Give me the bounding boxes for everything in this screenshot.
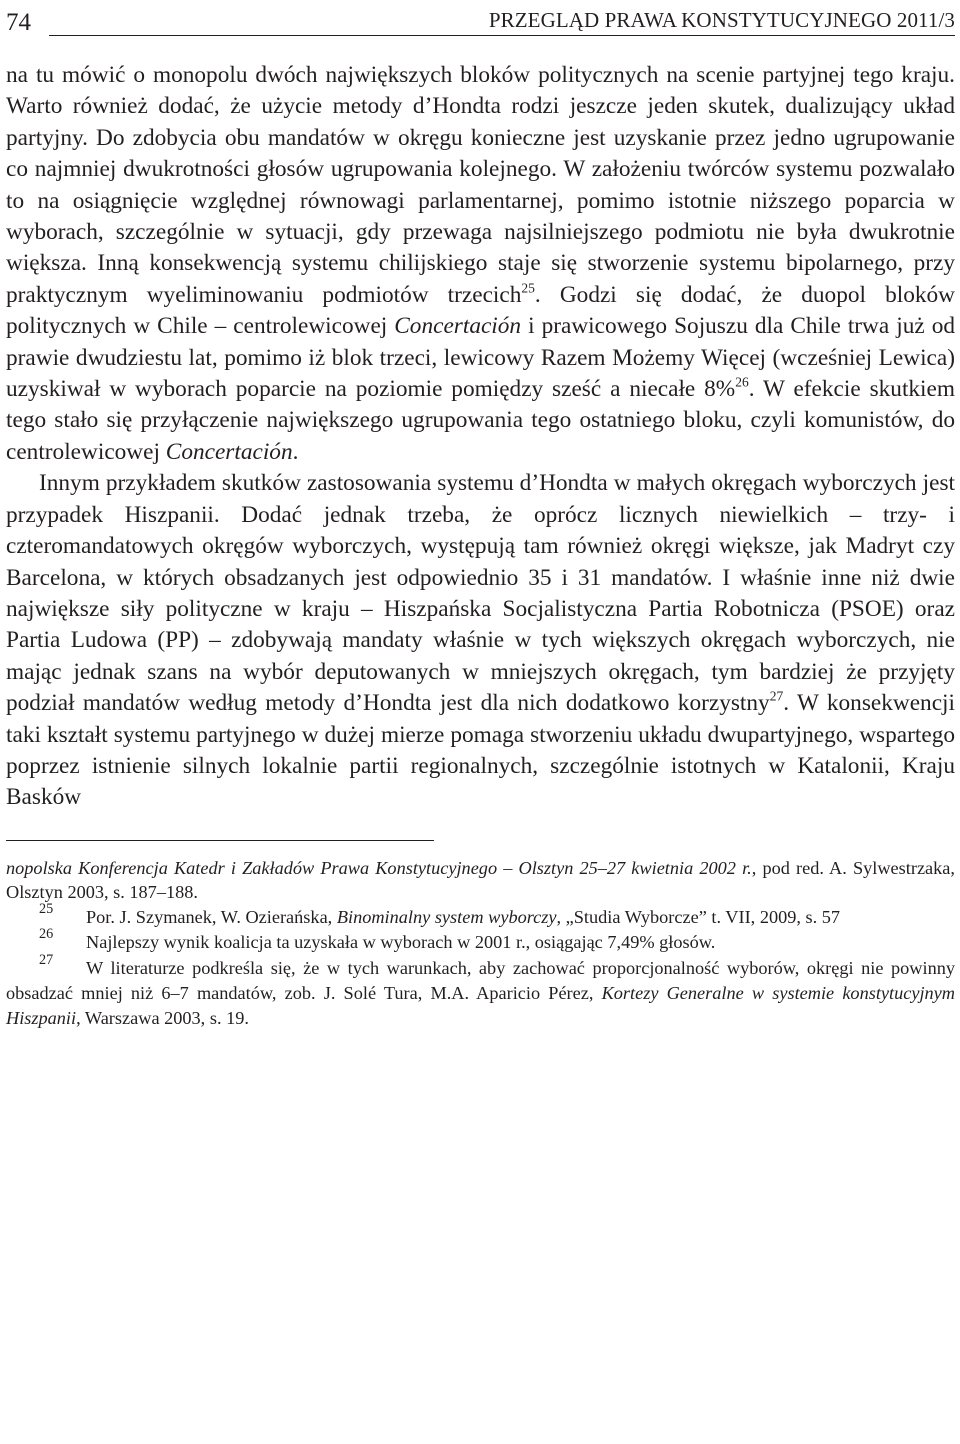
text-run: Najlepszy wynik koalicja ta uzyskała w wyborach w 2001 r., osiągając 7,49% głosów. — [86, 932, 716, 953]
page-number: 74 — [6, 9, 31, 36]
footnote-number-text: 25 — [39, 900, 54, 917]
text-run: , Warszawa 2003, s. 19. — [76, 1007, 249, 1028]
footnote-number — [39, 951, 86, 982]
footnote-ref[interactable]: 25 — [521, 280, 535, 296]
main-text — [6, 60, 955, 814]
footnotes — [6, 856, 955, 1031]
text-run: Por. J. Szymanek, W. Ozierańska, — [86, 906, 337, 927]
footnote-divider — [6, 840, 434, 841]
italic-title: Binominalny system wyborczy — [336, 906, 557, 927]
footnote-27 — [6, 951, 956, 1031]
footnote-ref[interactable]: 26 — [735, 374, 749, 390]
footnote-25 — [6, 900, 955, 931]
journal-title: PRZEGLĄD PRAWA KONSTYTUCYJNEGO 2011/3 — [49, 10, 955, 36]
text-run: na tu mówić o monopolu dwóch największych bloków politycznych na scenie partyjnej tego kraju. Warto również dodać, że użycie metody d’Hondta rodzi jeszcze jeden skutek, dualizujący układ partyjny. Do zdobycia obu mandatów w okręgu konieczne jest uzyskanie przez jedno ugrupowanie co najmniej dwukrotności głosów ugrupowania kolejnego. W założeniu twórców systemu pozwalało to na osiągnięcie względnej równowagi parlamentarnej, pomimo istotnie niższego poparcia w wyborach, szczególnie w sytuacji, gdy przewaga najsilniejszego podmiotu nie była dwukrotnie większa. Inną konsekwencją systemu chilijskiego staje się stworzenie systemu bipolarnego, przy praktycznym wyeliminowaniu podmiotów trzecich — [6, 62, 955, 308]
italic-term: Concertación — [165, 438, 293, 465]
italic-term: Concertación — [394, 313, 522, 340]
footnote-continuation — [6, 856, 955, 905]
italic-title: Kortezy Generalne w systemie konstytucyjnym Hiszpanii — [6, 983, 956, 1028]
text-run: , pod red. A. Sylwestrzaka, Olsztyn 2003, s. 187–188. — [6, 857, 955, 903]
paragraph — [6, 60, 955, 468]
text-run: , „Studia Wyborcze” t. VII, 2009, s. 57 — [556, 906, 841, 927]
footnote-number-text: 27 — [39, 951, 54, 968]
footnote-26 — [6, 926, 955, 956]
text-run: . W konsekwencji taki kształt systemu partyjnego w dużej mierze pomaga stworzeniu układu dwupartyjnego, wspartego poprzez istnienie silnych lokalnie partii regionalnych, szczególnie istotnych w Katalonii, Kraju Basków — [6, 690, 955, 811]
text-run: . Godzi się dodać, że duopol bloków politycznych w Chile – centrolewicowej — [6, 281, 955, 340]
italic-title: nopolska Konferencja Katedr i Zakładów Prawa Konstytucyjnego – Olsztyn 25–27 kwietnia 2002 r. — [6, 857, 752, 878]
text-run: i prawicowego Sojuszu dla Chile trwa już od prawie dwudziestu lat, pomimo iż blok trzeci, lewicowy Razem Możemy Więcej (wcześniej Lewica) uzyskiwał w wyborach poparcie na poziomie pomiędzy sześć a niecałe 8% — [6, 313, 955, 403]
text-run: W literaturze podkreśla się, że w tych warunkach, aby zachować proporcjonalność wyborów, okręgi nie powinny obsadzać mniej niż 6–7 mandatów, zob. J. Solé Tura, M.A. Aparicio Pérez, — [6, 957, 955, 1004]
text-run: Innym przykładem skutków zastosowania systemu d’Hondta w małych okręgach wyborczych jest przypadek Hiszpanii. Dodać jednak trzeba, że oprócz licznych niewielkich – trzy- i czteromandatowych okręgów wyborczych, występują tam również okręgi większe, jak Madryt czy Barcelona, w których obsadzanych jest odpowiednio 35 i 31 mandatów. I właśnie inne niż dwie największe siły polityczne w kraju – Hiszpańska Socjalistyczna Partia Robotnicza (PSOE) oraz Partia Ludowa (PP) – zdobywają mandaty właśnie w tych większych okręgach wyborczych, nie mając jednak szans na wybór deputowanych w mniejszych okręgach, tym bardziej że przyjęty podział mandatów według metody d’Hondta jest dla nich dodatkowo korzystny — [6, 470, 955, 717]
text-run: . W efekcie skutkiem tego stało się przyłączenie największego ugrupowania tego ostatniego bloku, czyli komunistów, do centrolewicowej — [6, 376, 955, 465]
footnote-ref[interactable]: 27 — [769, 688, 784, 704]
text-run: . — [292, 438, 299, 465]
running-header — [6, 0, 955, 36]
paragraph — [6, 468, 955, 813]
footnote-number-text: 26 — [39, 926, 54, 943]
